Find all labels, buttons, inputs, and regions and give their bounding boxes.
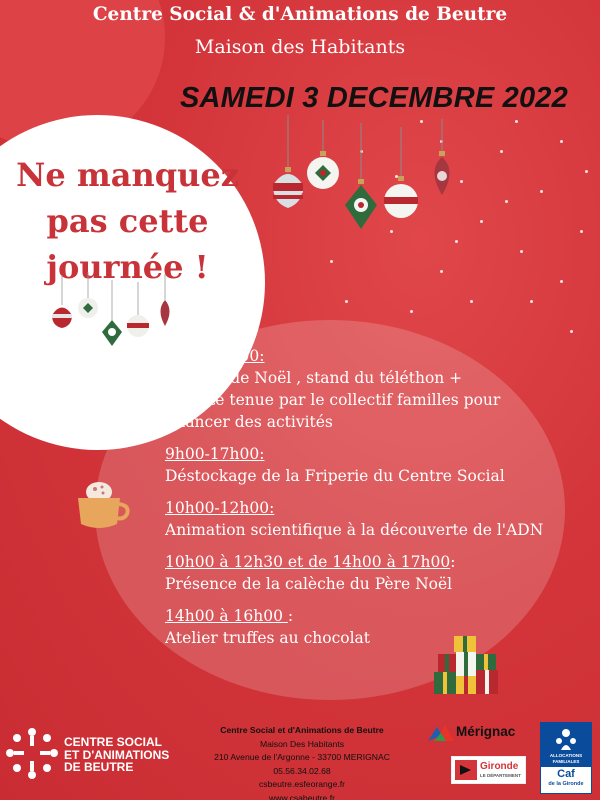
schedule-description: Présence de la calèche du Père Noël [165,575,453,593]
merignac-logo-icon [428,723,454,743]
schedule-item [165,551,575,595]
snow-dot [570,330,573,333]
schedule-time [165,443,575,465]
contact-block [192,724,412,800]
caf-logo-icon [553,726,579,752]
logo-line: CENTRE SOCIAL [64,735,163,749]
schedule [165,345,575,659]
snow-dot [345,300,348,303]
schedule-time-text: 10h00-12h00: [165,499,275,517]
caf-logo [540,722,592,794]
ornament-icon [48,270,188,355]
snow-dot [440,270,443,273]
schedule-time-text: 10h00 à 12h30 et de 14h00 à 17h00 [165,553,451,571]
hot-chocolate-icon [72,478,132,533]
caf-logo-text: Caf [557,768,575,780]
snow-dot [500,150,503,153]
beutre-logo-text [64,736,169,774]
schedule-item [165,345,575,433]
schedule-item [165,605,575,649]
snow-dot [560,140,563,143]
snow-dot [520,250,523,253]
ornament-icon [265,105,475,245]
contact-website: www.csabeutre.fr [269,792,335,800]
slogan-line: journée ! [46,248,209,286]
schedule-description: buvette tenue par le collectif familles pour [165,391,501,409]
schedule-time [165,551,575,573]
gironde-logo-icon [455,760,477,780]
contact-phone: 05.56.34.02.68 [273,765,331,776]
logo-line: DE BEUTRE [64,760,134,774]
beutre-logo-icon [4,726,60,782]
organisation-name: Centre Social & d'Animations de Beutre [92,4,508,25]
schedule-time [165,345,575,367]
slogan-line: pas cette [46,202,209,240]
gironde-logo-text: Gironde [480,761,519,772]
schedule-description: Atelier truffes au chocolat [165,629,371,647]
snow-dot [580,230,583,233]
contact-line: Maison Des Habitants [259,738,345,749]
schedule-item [165,497,575,541]
schedule-time-text: 9h00-17h00: [165,445,265,463]
schedule-item [165,443,575,487]
organisation-subtitle: Maison des Habitants [194,36,406,58]
schedule-time-suffix: : [450,553,456,571]
schedule-time-text: 14h00 à 16h00 [165,607,288,625]
contact-title: Centre Social et d'Animations de Beutre [220,725,384,735]
schedule-description: Marché de Noël , stand du téléthon + [165,369,463,387]
schedule-time-text: 9h00-18h00: [165,347,265,365]
schedule-time [165,605,575,627]
caf-logo-subtext: de la Gironde [548,781,584,787]
event-date: SAMEDI 3 DECEMBRE 2022 [180,82,568,114]
gift-stack-icon [432,634,500,696]
caf-alloc-line: ALLOCATIONS [549,753,583,758]
snow-dot [560,280,563,283]
snow-dot [410,310,413,313]
merignac-logo-text: Mérignac [456,724,516,739]
schedule-description: Animation scientifique à la découverte de l'ADN [165,521,544,539]
snow-dot [480,220,483,223]
caf-alloc-text [541,753,591,764]
snow-dot [540,190,543,193]
logo-line: ET D'ANIMATIONS [64,747,170,762]
snow-dot [515,120,518,123]
gironde-logo-subtext: LE DÉPARTEMENT [480,773,521,778]
caf-logo-header [541,723,591,767]
schedule-time [165,497,575,519]
snow-dot [585,170,588,173]
contact-address: 210 Avenue de l'Argonne - 33700 MERIGNAC [214,752,390,763]
snow-dot [505,200,508,203]
snow-dot [470,300,473,303]
schedule-description: Déstockage de la Friperie du Centre Social [165,467,505,485]
schedule-time-suffix: : [287,607,294,625]
snow-dot [530,300,533,303]
contact-email: csbeutre.esfeorange.fr [259,779,345,790]
caf-alloc-line: FAMILIALES [552,758,580,764]
slogan-line: Ne manquez [16,156,239,194]
gironde-logo [451,756,526,784]
schedule-description: financer des activités [165,413,333,431]
snow-dot [330,260,333,263]
